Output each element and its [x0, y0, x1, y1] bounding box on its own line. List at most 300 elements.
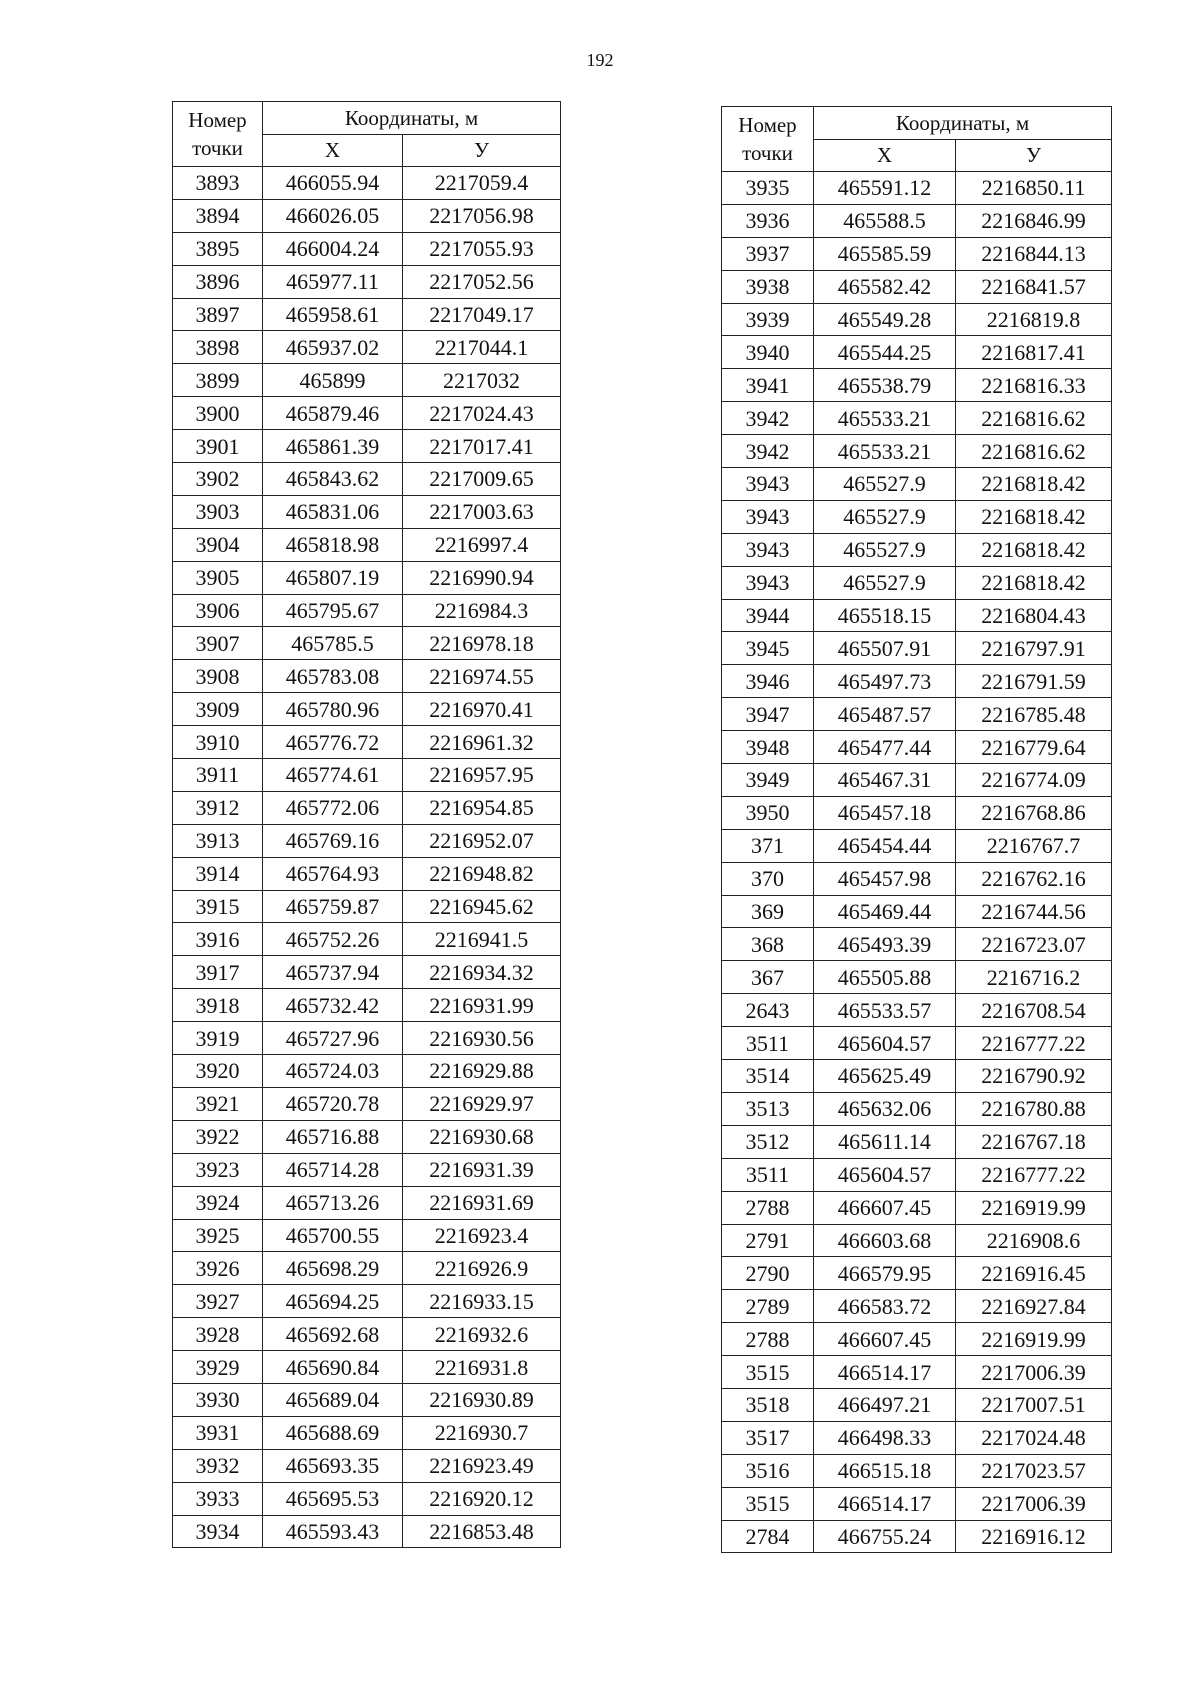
- point-number-cell: 3895: [173, 232, 263, 265]
- x-cell: 465818.98: [263, 528, 403, 561]
- x-cell: 465692.68: [263, 1318, 403, 1351]
- point-number-cell: 3911: [173, 759, 263, 792]
- point-number-cell: 3944: [722, 599, 814, 632]
- y-cell: 2216817.41: [956, 336, 1112, 369]
- y-cell: 2216961.32: [403, 726, 561, 759]
- table-row: [722, 1520, 1112, 1553]
- y-cell: 2217052.56: [403, 265, 561, 298]
- point-number-cell: 3917: [173, 956, 263, 989]
- y-cell: 2216797.91: [956, 632, 1112, 665]
- table-row: [173, 1022, 561, 1055]
- y-cell: 2216841.57: [956, 270, 1112, 303]
- y-cell: 2216818.42: [956, 468, 1112, 501]
- y-cell: 2216974.55: [403, 660, 561, 693]
- x-cell: 465527.9: [814, 533, 956, 566]
- x-cell: 465690.84: [263, 1351, 403, 1384]
- coordinates-table-right: [721, 106, 1112, 1553]
- x-cell: 466004.24: [263, 232, 403, 265]
- x-cell: 465795.67: [263, 594, 403, 627]
- x-cell: 465807.19: [263, 561, 403, 594]
- x-cell: 466755.24: [814, 1520, 956, 1553]
- x-cell: 465527.9: [814, 500, 956, 533]
- x-cell: 465785.5: [263, 627, 403, 660]
- y-cell: 2217006.39: [956, 1487, 1112, 1520]
- point-number-cell: 3932: [173, 1449, 263, 1482]
- table-row: [722, 1092, 1112, 1125]
- table-row: [173, 364, 561, 397]
- x-cell: 465724.03: [263, 1055, 403, 1088]
- x-cell: 466514.17: [814, 1356, 956, 1389]
- x-cell: 465899: [263, 364, 403, 397]
- table-row: [722, 468, 1112, 501]
- y-cell: 2216853.48: [403, 1515, 561, 1548]
- x-cell: 465977.11: [263, 265, 403, 298]
- x-cell: 465632.06: [814, 1092, 956, 1125]
- y-cell: 2216804.43: [956, 599, 1112, 632]
- table-row: [722, 500, 1112, 533]
- point-number-cell: 3943: [722, 500, 814, 533]
- table-row: [173, 1318, 561, 1351]
- point-number-cell: 3512: [722, 1125, 814, 1158]
- x-cell: 465533.21: [814, 435, 956, 468]
- point-number-cell: 3517: [722, 1421, 814, 1454]
- y-cell: 2216923.49: [403, 1449, 561, 1482]
- table-row: [722, 1421, 1112, 1454]
- table-row: [173, 660, 561, 693]
- x-cell: 465527.9: [814, 566, 956, 599]
- y-cell: 2216846.99: [956, 204, 1112, 237]
- x-cell: 465769.16: [263, 824, 403, 857]
- y-cell: 2216997.4: [403, 528, 561, 561]
- x-cell: 465843.62: [263, 463, 403, 496]
- x-cell: 465591.12: [814, 172, 956, 205]
- y-cell: 2216923.4: [403, 1219, 561, 1252]
- x-cell: 465698.29: [263, 1252, 403, 1285]
- y-cell: 2216931.99: [403, 989, 561, 1022]
- y-cell: 2216926.9: [403, 1252, 561, 1285]
- point-number-cell: 3947: [722, 698, 814, 731]
- table-row: [722, 303, 1112, 336]
- y-cell: 2217059.4: [403, 167, 561, 200]
- x-cell: 465958.61: [263, 298, 403, 331]
- point-number-cell: 3948: [722, 731, 814, 764]
- x-cell: 466026.05: [263, 199, 403, 232]
- table-row: [722, 402, 1112, 435]
- y-cell: 2217055.93: [403, 232, 561, 265]
- table-row: [173, 857, 561, 890]
- x-cell: 465457.98: [814, 862, 956, 895]
- point-number-cell: 3515: [722, 1487, 814, 1520]
- x-cell: 465759.87: [263, 890, 403, 923]
- table-row: [173, 726, 561, 759]
- x-cell: 466515.18: [814, 1454, 956, 1487]
- x-cell: 466607.45: [814, 1191, 956, 1224]
- x-cell: 465538.79: [814, 369, 956, 402]
- point-number-cell: 3950: [722, 796, 814, 829]
- table-row: [173, 693, 561, 726]
- x-cell: 465582.42: [814, 270, 956, 303]
- y-cell: 2216777.22: [956, 1158, 1112, 1191]
- x-cell: 465693.35: [263, 1449, 403, 1482]
- point-number-cell: 3949: [722, 764, 814, 797]
- table-row: [173, 759, 561, 792]
- table-row: [173, 1153, 561, 1186]
- point-number-cell: 368: [722, 928, 814, 961]
- table-row: [722, 1388, 1112, 1421]
- y-cell: 2216790.92: [956, 1060, 1112, 1093]
- coordinates-table-left: [172, 101, 561, 1548]
- table-body-right: [722, 172, 1112, 1553]
- y-cell: 2216844.13: [956, 237, 1112, 270]
- point-number-cell: 3904: [173, 528, 263, 561]
- point-number-cell: 3945: [722, 632, 814, 665]
- x-cell: 465533.57: [814, 994, 956, 1027]
- y-cell: 2216779.64: [956, 731, 1112, 764]
- point-number-cell: 3910: [173, 726, 263, 759]
- y-cell: 2216777.22: [956, 1027, 1112, 1060]
- point-number-cell: 3922: [173, 1120, 263, 1153]
- table-row: [722, 599, 1112, 632]
- x-cell: 465689.04: [263, 1383, 403, 1416]
- x-cell: 466607.45: [814, 1323, 956, 1356]
- point-number-cell: 3927: [173, 1285, 263, 1318]
- x-cell: 465764.93: [263, 857, 403, 890]
- x-cell: 466055.94: [263, 167, 403, 200]
- y-cell: 2216930.7: [403, 1416, 561, 1449]
- x-cell: 465585.59: [814, 237, 956, 270]
- y-cell: 2216850.11: [956, 172, 1112, 205]
- y-cell: 2216945.62: [403, 890, 561, 923]
- y-cell: 2216978.18: [403, 627, 561, 660]
- y-cell: 2216723.07: [956, 928, 1112, 961]
- table-row: [722, 1158, 1112, 1191]
- page-number: 192: [586, 50, 614, 70]
- point-number-cell: 3931: [173, 1416, 263, 1449]
- y-cell: 2216767.18: [956, 1125, 1112, 1158]
- table-row: [722, 764, 1112, 797]
- y-cell: 2217024.43: [403, 397, 561, 430]
- x-cell: 465497.73: [814, 665, 956, 698]
- table-row: [722, 961, 1112, 994]
- table-row: [173, 594, 561, 627]
- y-cell: 2216767.7: [956, 829, 1112, 862]
- table-row: [173, 1449, 561, 1482]
- point-number-cell: 3939: [722, 303, 814, 336]
- x-cell: 465737.94: [263, 956, 403, 989]
- y-cell: 2216930.68: [403, 1120, 561, 1153]
- x-cell: 465831.06: [263, 495, 403, 528]
- x-cell: 465604.57: [814, 1158, 956, 1191]
- table-body-left: [173, 167, 561, 1548]
- table-row: [722, 336, 1112, 369]
- table-row: [173, 956, 561, 989]
- x-cell: 466514.17: [814, 1487, 956, 1520]
- table-row: [173, 627, 561, 660]
- table-row: [722, 204, 1112, 237]
- table-row: [722, 994, 1112, 1027]
- point-number-cell: 3920: [173, 1055, 263, 1088]
- x-cell: 465720.78: [263, 1087, 403, 1120]
- x-cell: 465714.28: [263, 1153, 403, 1186]
- point-number-cell: 3936: [722, 204, 814, 237]
- point-number-cell: 3940: [722, 336, 814, 369]
- point-number-cell: 3919: [173, 1022, 263, 1055]
- table-row: [173, 199, 561, 232]
- point-number-cell: 3943: [722, 533, 814, 566]
- x-cell: 466583.72: [814, 1290, 956, 1323]
- table-row: [722, 1224, 1112, 1257]
- y-cell: 2217023.57: [956, 1454, 1112, 1487]
- table-row: [173, 561, 561, 594]
- x-cell: 465527.9: [814, 468, 956, 501]
- table-row: [722, 731, 1112, 764]
- point-number-cell: 3898: [173, 331, 263, 364]
- x-cell: 465457.18: [814, 796, 956, 829]
- table-row: [722, 1487, 1112, 1520]
- y-cell: 2216984.3: [403, 594, 561, 627]
- point-number-cell: 3943: [722, 566, 814, 599]
- table-row: [173, 1252, 561, 1285]
- y-cell: 2216941.5: [403, 923, 561, 956]
- point-number-cell: 3934: [173, 1515, 263, 1548]
- x-cell: 465783.08: [263, 660, 403, 693]
- x-cell: 465549.28: [814, 303, 956, 336]
- point-number-cell: 3916: [173, 923, 263, 956]
- table-row: [722, 172, 1112, 205]
- table-row: [722, 566, 1112, 599]
- point-number-cell: 3513: [722, 1092, 814, 1125]
- x-cell: 465593.43: [263, 1515, 403, 1548]
- x-cell: 465700.55: [263, 1219, 403, 1252]
- y-cell: 2217056.98: [403, 199, 561, 232]
- point-number-cell: 3918: [173, 989, 263, 1022]
- table-row: [722, 1454, 1112, 1487]
- table-row: [722, 698, 1112, 731]
- y-cell: 2216933.15: [403, 1285, 561, 1318]
- point-number-cell: 3516: [722, 1454, 814, 1487]
- x-cell: 465780.96: [263, 693, 403, 726]
- point-number-cell: 3897: [173, 298, 263, 331]
- point-number-cell: 3930: [173, 1383, 263, 1416]
- y-cell: 2216920.12: [403, 1482, 561, 1515]
- x-cell: 466498.33: [814, 1421, 956, 1454]
- x-cell: 465505.88: [814, 961, 956, 994]
- point-number-cell: 3894: [173, 199, 263, 232]
- table-row: [173, 1351, 561, 1384]
- y-cell: 2216931.69: [403, 1186, 561, 1219]
- x-cell: 465695.53: [263, 1482, 403, 1515]
- y-cell: 2216990.94: [403, 561, 561, 594]
- point-number-cell: 3946: [722, 665, 814, 698]
- point-number-cell: 3896: [173, 265, 263, 298]
- x-cell: 465454.44: [814, 829, 956, 862]
- y-cell: 2217049.17: [403, 298, 561, 331]
- y-cell: 2216970.41: [403, 693, 561, 726]
- x-cell: 466497.21: [814, 1388, 956, 1421]
- x-cell: 465879.46: [263, 397, 403, 430]
- table-row: [173, 331, 561, 364]
- table-row: [173, 890, 561, 923]
- table-row: [722, 796, 1112, 829]
- x-cell: 465487.57: [814, 698, 956, 731]
- y-cell: 2216929.88: [403, 1055, 561, 1088]
- y-cell: 2216930.56: [403, 1022, 561, 1055]
- table-row: [722, 435, 1112, 468]
- table-row: [722, 862, 1112, 895]
- y-cell: 2216927.84: [956, 1290, 1112, 1323]
- x-cell: 465507.91: [814, 632, 956, 665]
- point-number-cell: 3511: [722, 1158, 814, 1191]
- table-row: [173, 167, 561, 200]
- table-row: [722, 369, 1112, 402]
- y-cell: 2216774.09: [956, 764, 1112, 797]
- point-number-cell: 2791: [722, 1224, 814, 1257]
- y-cell: 2216916.12: [956, 1520, 1112, 1553]
- x-cell: 465533.21: [814, 402, 956, 435]
- point-number-cell: 2788: [722, 1191, 814, 1224]
- x-cell: 465625.49: [814, 1060, 956, 1093]
- point-number-cell: 3933: [173, 1482, 263, 1515]
- point-number-cell: 3915: [173, 890, 263, 923]
- table-row: [173, 1186, 561, 1219]
- table-row: [722, 1257, 1112, 1290]
- x-cell: 465772.06: [263, 791, 403, 824]
- x-cell: 465477.44: [814, 731, 956, 764]
- y-cell: 2216762.16: [956, 862, 1112, 895]
- x-header: X: [263, 135, 403, 167]
- point-number-cell: 3900: [173, 397, 263, 430]
- table-row: [722, 1356, 1112, 1389]
- y-cell: 2216744.56: [956, 895, 1112, 928]
- y-cell: 2217003.63: [403, 495, 561, 528]
- table-row: [173, 430, 561, 463]
- y-cell: 2216916.45: [956, 1257, 1112, 1290]
- point-number-cell: 3909: [173, 693, 263, 726]
- point-number-cell: 3928: [173, 1318, 263, 1351]
- table-row: [173, 791, 561, 824]
- coordinates-header: Координаты, м: [263, 102, 561, 135]
- x-header: X: [814, 140, 956, 172]
- point-number-cell: 3905: [173, 561, 263, 594]
- point-number-cell: 3921: [173, 1087, 263, 1120]
- x-cell: 465518.15: [814, 599, 956, 632]
- x-cell: 465611.14: [814, 1125, 956, 1158]
- point-number-cell: 3924: [173, 1186, 263, 1219]
- y-cell: 2217006.39: [956, 1356, 1112, 1389]
- point-number-cell: 3942: [722, 435, 814, 468]
- y-cell: 2217017.41: [403, 430, 561, 463]
- y-cell: 2216780.88: [956, 1092, 1112, 1125]
- point-number-cell: 3899: [173, 364, 263, 397]
- table-row: [173, 824, 561, 857]
- table-row: [173, 495, 561, 528]
- point-number-cell: 3938: [722, 270, 814, 303]
- table-row: [722, 829, 1112, 862]
- x-cell: 465727.96: [263, 1022, 403, 1055]
- y-cell: 2216816.33: [956, 369, 1112, 402]
- x-cell: 465861.39: [263, 430, 403, 463]
- point-number-cell: 3914: [173, 857, 263, 890]
- point-number-cell: 3901: [173, 430, 263, 463]
- point-number-cell: 3929: [173, 1351, 263, 1384]
- x-cell: 465469.44: [814, 895, 956, 928]
- point-number-cell: 2784: [722, 1520, 814, 1553]
- point-number-cell: 367: [722, 961, 814, 994]
- point-number-header: Номер точки: [173, 102, 263, 167]
- y-cell: 2216816.62: [956, 435, 1112, 468]
- y-cell: 2216919.99: [956, 1323, 1112, 1356]
- table-row: [722, 895, 1112, 928]
- table-row: [173, 923, 561, 956]
- point-number-cell: 3518: [722, 1388, 814, 1421]
- x-cell: 466603.68: [814, 1224, 956, 1257]
- y-cell: 2216931.39: [403, 1153, 561, 1186]
- point-number-cell: 3943: [722, 468, 814, 501]
- table-row: [173, 463, 561, 496]
- y-header: У: [403, 135, 561, 167]
- table-row: [173, 298, 561, 331]
- point-number-cell: 3935: [722, 172, 814, 205]
- y-cell: 2217009.65: [403, 463, 561, 496]
- point-number-cell: 3906: [173, 594, 263, 627]
- table-row: [173, 1383, 561, 1416]
- table-row: [722, 533, 1112, 566]
- y-cell: 2216818.42: [956, 500, 1112, 533]
- y-cell: 2216818.42: [956, 566, 1112, 599]
- point-number-cell: 3925: [173, 1219, 263, 1252]
- point-number-cell: 3942: [722, 402, 814, 435]
- x-cell: 465774.61: [263, 759, 403, 792]
- point-number-cell: 3926: [173, 1252, 263, 1285]
- point-number-cell: 3923: [173, 1153, 263, 1186]
- y-cell: 2216768.86: [956, 796, 1112, 829]
- x-cell: 465604.57: [814, 1027, 956, 1060]
- point-number-cell: 3893: [173, 167, 263, 200]
- point-number-cell: 2643: [722, 994, 814, 1027]
- x-cell: 465937.02: [263, 331, 403, 364]
- x-cell: 465694.25: [263, 1285, 403, 1318]
- table-row: [173, 1055, 561, 1088]
- point-number-cell: 3902: [173, 463, 263, 496]
- point-number-cell: 3515: [722, 1356, 814, 1389]
- point-number-cell: 370: [722, 862, 814, 895]
- y-header: У: [956, 140, 1112, 172]
- table-row: [722, 1060, 1112, 1093]
- y-cell: 2217044.1: [403, 331, 561, 364]
- point-number-cell: 3937: [722, 237, 814, 270]
- table-row: [722, 1027, 1112, 1060]
- table-row: [173, 1219, 561, 1252]
- y-cell: 2216954.85: [403, 791, 561, 824]
- point-number-cell: 3912: [173, 791, 263, 824]
- y-cell: 2216948.82: [403, 857, 561, 890]
- point-number-cell: 3511: [722, 1027, 814, 1060]
- x-cell: 465493.39: [814, 928, 956, 961]
- table-row: [722, 1323, 1112, 1356]
- table-row: [173, 1416, 561, 1449]
- point-number-header: Номер точки: [722, 107, 814, 172]
- table-row: [173, 989, 561, 1022]
- table-row: [173, 1482, 561, 1515]
- y-cell: 2216957.95: [403, 759, 561, 792]
- y-cell: 2216791.59: [956, 665, 1112, 698]
- table-row: [173, 265, 561, 298]
- x-cell: 465588.5: [814, 204, 956, 237]
- y-cell: 2216785.48: [956, 698, 1112, 731]
- table-row: [722, 928, 1112, 961]
- coordinates-header: Координаты, м: [814, 107, 1112, 140]
- y-cell: 2216908.6: [956, 1224, 1112, 1257]
